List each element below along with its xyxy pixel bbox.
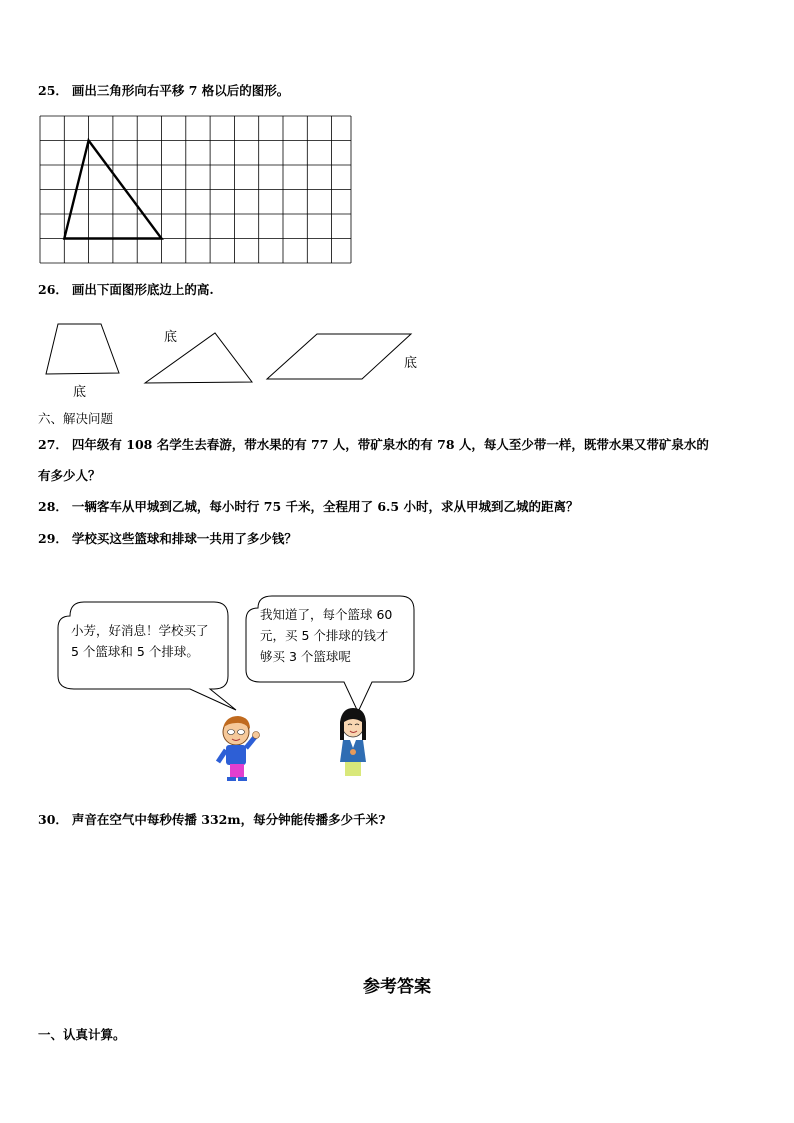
question-text: 画出三角形向右平移 7 格以后的图形。 — [71, 83, 290, 98]
question-number: 26． — [38, 282, 68, 297]
bubble-right-text: 我知道了，每个篮球 60 元，买 5 个排球的钱才 够买 3 个篮球呢 — [260, 607, 393, 664]
girl-avatar — [340, 708, 366, 776]
triangle-shape — [145, 333, 252, 383]
answers-section-1: 一、认真计算。 — [38, 1027, 126, 1042]
question-text: 画出下面图形底边上的高. — [71, 282, 214, 297]
question-number: 28． — [38, 499, 68, 514]
grid-figure — [38, 114, 354, 266]
triangle-base-label: 底 — [164, 330, 178, 345]
question-number: 27． — [38, 437, 68, 452]
section-title: 六、解决问题 — [38, 411, 114, 426]
trapezoid-base-label: 底 — [73, 385, 87, 400]
question-text-line-1: 四年级有 108 名学生去春游，带水果的有 77 人，带矿泉水的有 78 人，每人至少带一样，既带水果又带矿泉水的 — [71, 437, 709, 452]
trapezoid-shape — [46, 324, 119, 374]
question-27 — [38, 437, 709, 453]
question-30 — [38, 812, 385, 828]
question-number: 30． — [38, 812, 68, 827]
question-text: 声音在空气中每秒传播 332m，每分钟能传播多少千米? — [71, 812, 386, 827]
question-number: 25． — [38, 83, 68, 98]
question-25 — [38, 83, 289, 99]
boy-avatar — [218, 716, 260, 781]
question-28 — [38, 499, 578, 515]
question-number: 29． — [38, 531, 68, 546]
parallelogram-shape — [267, 334, 411, 379]
question-text: 一辆客车从甲城到乙城，每小时行 75 千米，全程用了 6.5 小时，求从甲城到乙城的距离？ — [71, 499, 579, 514]
parallelogram-base-label: 底 — [404, 356, 418, 371]
question-27-continued: 有多少人？ — [38, 468, 101, 483]
question-26 — [38, 282, 214, 298]
question-text: 学校买这些篮球和排球一共用了多少钱？ — [71, 531, 297, 546]
bubble-left-text: 小芳，好消息！学校买了 5 个篮球和 5 个排球。 — [71, 623, 209, 659]
shapes-figure — [38, 318, 438, 402]
answers-title: 参考答案 — [363, 977, 431, 997]
question-29 — [38, 531, 297, 547]
